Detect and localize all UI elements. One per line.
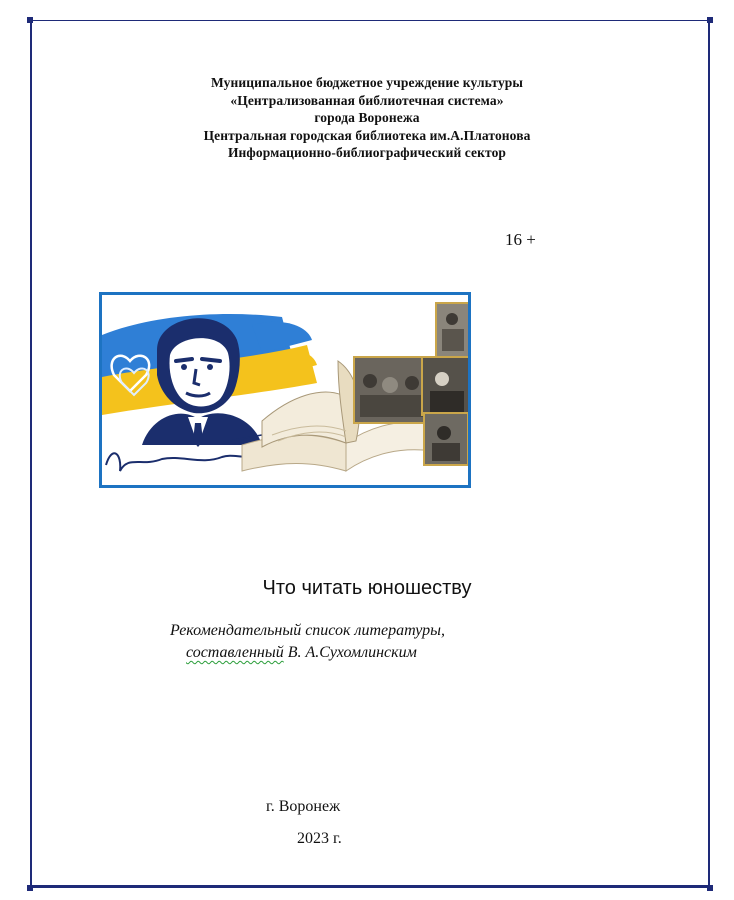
header-line-library: Центральная городская библиотека им.А.Платонова: [203, 127, 531, 143]
frame-corner-marker: [27, 885, 33, 891]
header-line-organization: Муниципальное бюджетное учреждение культуры: [210, 75, 524, 90]
header-line-city: города Воронежа: [314, 110, 420, 125]
subtitle-line-2: [170, 642, 445, 664]
spellcheck-flagged-word: составленный: [186, 644, 284, 661]
frame-corner-marker: [707, 17, 713, 23]
subtitle-author: В. А.Сухомлинским: [283, 644, 417, 661]
header-line-sector: Информационно-библиографический сектор: [227, 145, 507, 160]
institution-header: [0, 74, 734, 162]
banner-illustration: [102, 295, 468, 485]
document-title: Что читать юношеству: [262, 577, 472, 599]
frame-corner-marker: [27, 17, 33, 23]
publication-year: 2023 г.: [297, 830, 342, 847]
frame-corner-marker: [707, 885, 713, 891]
age-rating: 16 +: [505, 230, 536, 249]
header-line-system: «Централизованная библиотечная система»: [230, 92, 504, 108]
subtitle-line-1: Рекомендательный список литературы,: [170, 622, 445, 639]
publication-city: г. Воронеж: [266, 798, 341, 815]
cover-banner-image: [99, 292, 471, 488]
signature-scrawl: [106, 453, 262, 471]
document-subtitle: [170, 620, 445, 664]
